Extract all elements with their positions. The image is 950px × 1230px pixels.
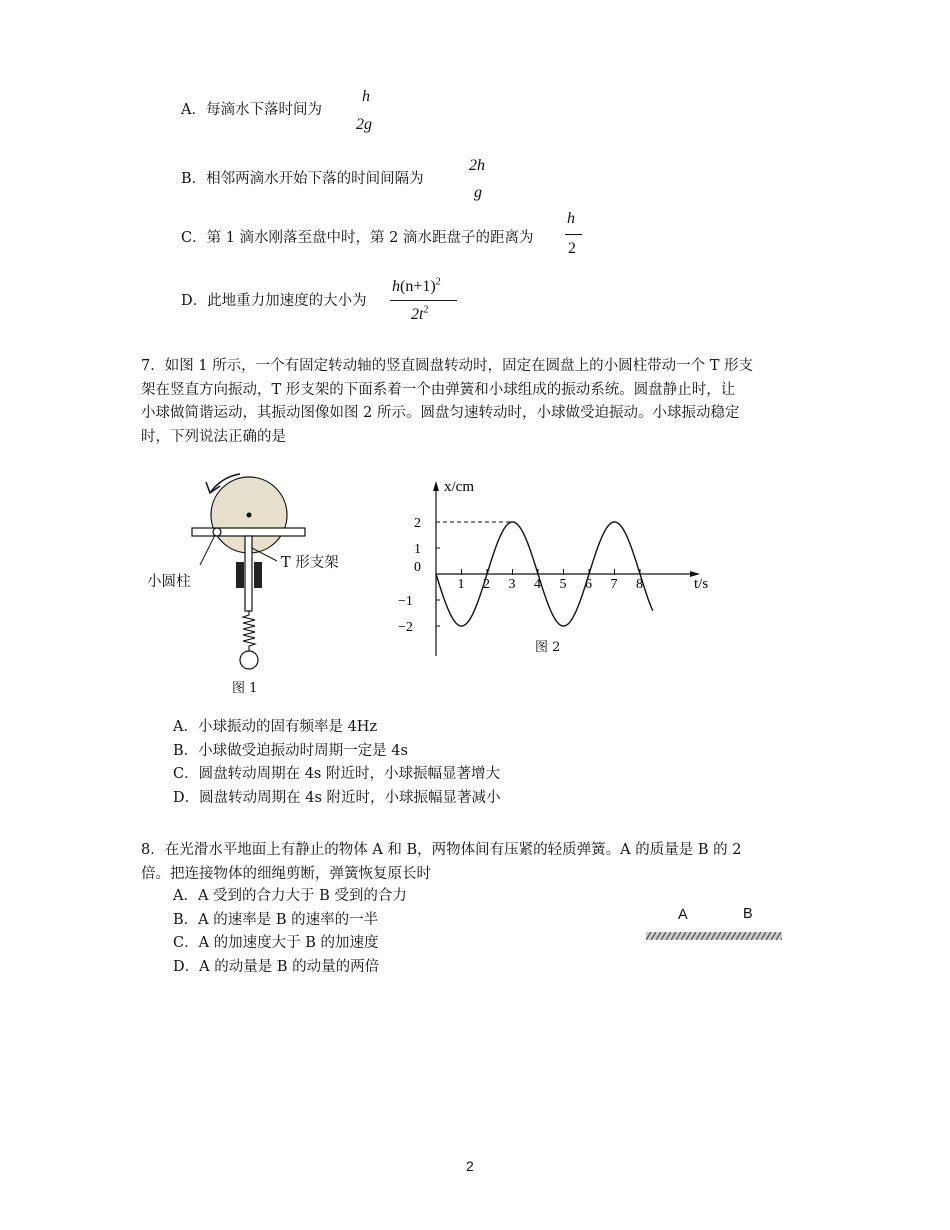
x-tick-label: 2: [483, 577, 490, 592]
figure-1-caption: 图 1: [232, 681, 258, 696]
ball: [240, 651, 258, 669]
y-axis-label: x/cm: [444, 479, 474, 495]
q6-option-b-text: B．相邻两滴水开始下落的时间间隔为: [181, 171, 424, 187]
x-tick-label: 4: [534, 577, 541, 592]
label-t-bracket: T 形支架: [281, 555, 339, 571]
y-tick-label: −2: [398, 620, 413, 635]
q6-option-d-den-base: 2t: [411, 306, 424, 323]
q6-option-d-num-h: h: [392, 278, 400, 295]
x-tick-label: 5: [559, 577, 567, 592]
spring: [243, 611, 255, 651]
q6-option-c-numerator: h: [567, 210, 575, 227]
y-axis-arrow: [433, 481, 439, 491]
q6-option-d-den-exp: 2: [423, 304, 429, 316]
q8-stem-line: 8．在光滑水平地面上有静止的物体 A 和 B，两物体间有压紧的轻质弹簧。A 的质量是 B 的 2: [141, 842, 742, 858]
x-tick-label: 8: [636, 577, 643, 592]
q8-option-a: A．A 受到的合力大于 B 受到的合力: [173, 888, 407, 904]
chart-tick-labels: [398, 516, 643, 635]
q6-option-b-denominator: g: [474, 184, 482, 201]
figure-2-caption: 图 2: [535, 640, 561, 655]
q7-option-c: C．圆盘转动周期在 4s 附近时，小球振幅显著增大: [173, 766, 500, 782]
q7-stem-line: 小球做简谐运动，其振动图像如图 2 所示。圆盘匀速转动时，小球做受迫振动。小球振动稳定: [141, 405, 740, 421]
q7-stem-line: 时，下列说法正确的是: [141, 428, 286, 445]
q8-option-c: C．A 的加速度大于 B 的加速度: [173, 935, 379, 951]
q7-options: [173, 716, 501, 810]
page-number: 2: [466, 1158, 474, 1174]
q6-option-c-denominator: 2: [568, 240, 576, 257]
q6-option-d-denominator: [411, 304, 428, 324]
q8-option-b: B．A 的速率是 B 的速率的一半: [173, 911, 379, 928]
q8-stem-line: 倍。把连接物体的细绳剪断，弹簧恢复原长时: [141, 865, 431, 882]
q8-stem: [141, 839, 741, 886]
q6-option-d-num-exp: 2: [435, 276, 441, 288]
x-axis-label: t/s: [694, 576, 709, 592]
q6-option-a-text: A．每滴水下落时间为: [181, 102, 322, 118]
y-tick-label: 0: [414, 560, 421, 575]
y-tick-label: −1: [398, 594, 413, 609]
guide-block-left: [236, 562, 244, 588]
label-block-a: A: [678, 907, 688, 923]
small-cylinder: [213, 528, 221, 536]
x-tick-label: 7: [610, 577, 618, 592]
x-tick-label: 6: [585, 577, 592, 592]
y-tick-label: 2: [414, 516, 421, 531]
q7-option-a: A．小球振动的固有频率是 4Hz: [173, 719, 378, 735]
q6-option-d-fraction-bar: [390, 300, 457, 301]
q7-option-d: D．圆盘转动周期在 4s 附近时，小球振幅显著减小: [173, 789, 501, 806]
t-bracket-crossbar: [192, 528, 305, 536]
q6-option-d-numerator: [392, 276, 441, 296]
q8-options: [173, 885, 407, 979]
x-tick-label: 1: [457, 577, 465, 592]
q6-option-d-num-paren: (n+1): [400, 278, 436, 295]
t-bracket-stem: [245, 536, 252, 611]
q8-option-d: D．A 的动量是 B 的动量的两倍: [173, 958, 380, 975]
disk-axle: [247, 513, 252, 518]
q6-option-d-text: D．此地重力加速度的大小为: [181, 293, 367, 309]
q7-stem-line: 架在竖直方向振动，T 形支架的下面系着一个由弹簧和小球组成的振动系统。圆盘静止时，让: [141, 381, 736, 398]
q6-option-a-numerator: h: [362, 88, 370, 105]
q6-option-c-fraction-bar: [565, 234, 582, 235]
chart-axes: [433, 481, 700, 656]
q6-option-b-numerator: 2h: [469, 157, 485, 174]
smooth-ground-hatch: [646, 932, 784, 942]
x-tick-label: 3: [508, 577, 516, 592]
cylinder-leader-line: [200, 535, 215, 565]
label-small-cylinder: 小圆柱: [147, 574, 191, 590]
q6-option-a-denominator: 2g: [356, 116, 372, 133]
q6-option-c-text: C．第 1 滴水刚落至盘中时，第 2 滴水距盘子的距离为: [181, 230, 534, 246]
guide-block-right: [254, 562, 262, 588]
q7-stem: [141, 355, 753, 449]
y-tick-label: 1: [414, 542, 421, 557]
label-block-b: B: [743, 906, 753, 922]
q7-stem-line: 7．如图 1 所示，一个有固定转动轴的竖直圆盘转动时，固定在圆盘上的小圆柱带动一个 T 形支: [141, 358, 754, 374]
ground-surface: [646, 932, 782, 940]
q7-option-b: B．小球做受迫振动时周期一定是 4s: [173, 742, 408, 759]
